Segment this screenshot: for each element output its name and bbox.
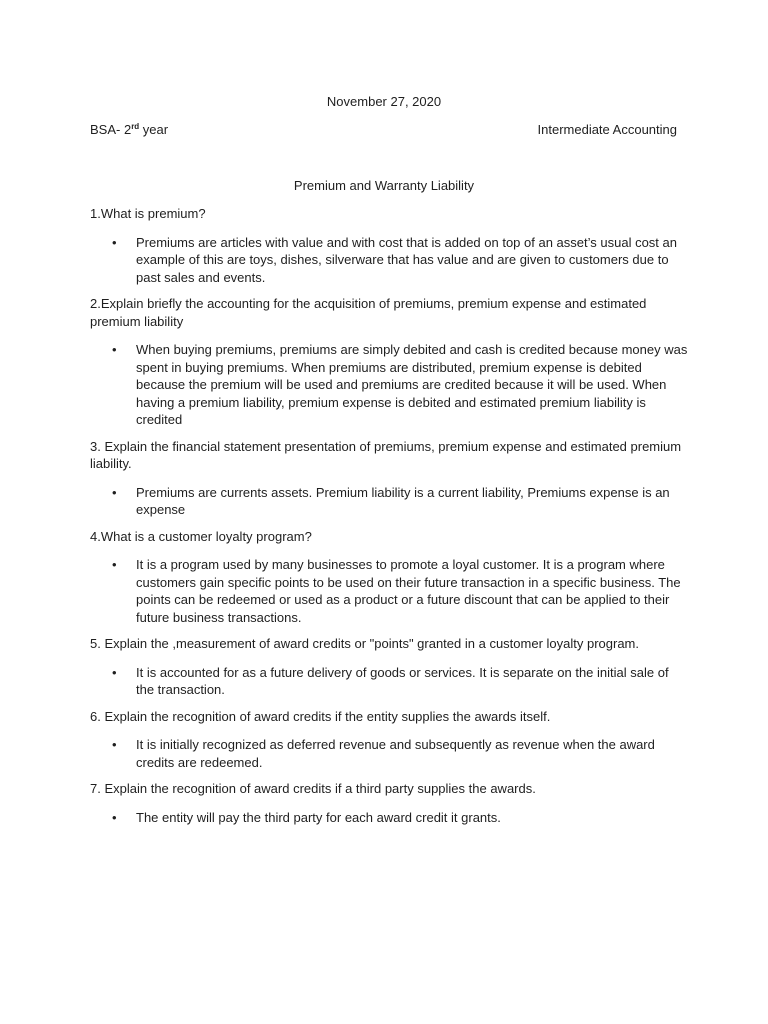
bullet-icon: • — [112, 557, 117, 572]
answer-text: It is a program used by many businesses to promote a loyal customer. It is a program where customers gain specific points to be used on their future transaction in a specific business. The points can be redeemed or used as a product or a future discount that can be applied to their future business transactions. — [136, 557, 681, 625]
answer-1 — [90, 234, 690, 287]
answer-text: When buying premiums, premiums are simply debited and cash is credited because money was spent in buying premiums. When premiums are distributed, premium expense is debited because the premium will be used and premiums are credited because it will be used. When having a premium liability, premium expense is debited and estimated premium liability is credited — [136, 342, 688, 427]
answer-text: The entity will pay the third party for each award credit it grants. — [136, 809, 501, 825]
course-superscript: rd — [131, 122, 140, 131]
answer-7 — [90, 809, 690, 827]
bullet-icon: • — [112, 234, 117, 250]
bullet-icon: • — [112, 342, 117, 357]
course-suffix: year — [139, 122, 169, 137]
answer-4 — [90, 556, 690, 626]
question-1: 1.What is premium? — [90, 206, 206, 221]
answer-3 — [90, 484, 690, 519]
answer-list-1 — [90, 234, 690, 287]
question-7: 7. Explain the recognition of award credits if a third party supplies the awards. — [90, 781, 536, 796]
answer-list-6 — [90, 736, 690, 771]
answer-text: Premiums are currents assets. Premium liability is a current liability, Premiums expense is an expense — [136, 484, 670, 517]
course-year — [90, 121, 168, 139]
question-5: 5. Explain the ,measurement of award credits or "points" granted in a customer loyalty program. — [90, 636, 639, 651]
answer-5 — [90, 664, 690, 699]
course-prefix: BSA- 2 — [90, 122, 132, 137]
answer-6 — [90, 736, 690, 771]
bullet-icon: • — [112, 737, 117, 752]
question-6: 6. Explain the recognition of award credits if the entity supplies the awards itself. — [90, 708, 551, 724]
answer-text: Premiums are articles with value and with cost that is added on top of an asset’s usual cost an example of this are toys, dishes, silverware that has value and are given to customers due to past sales and events. — [136, 234, 677, 285]
answer-text: It is initially recognized as deferred revenue and subsequently as revenue when the award credits are redeemed. — [136, 737, 655, 770]
answer-list-5 — [90, 664, 690, 699]
question-3: 3. Explain the financial statement presentation of premiums, premium expense and estimated premium liability. — [90, 438, 682, 471]
question-2: 2.Explain briefly the accounting for the acquisition of premiums, premium expense and estimated premium liability — [90, 296, 647, 329]
document-date: November 27, 2020 — [326, 94, 442, 109]
answer-text: It is accounted for as a future delivery of goods or services. It is separate on the initial sale of the transaction. — [136, 664, 669, 697]
document-title: Premium and Warranty Liability — [293, 178, 475, 193]
answer-2 — [90, 341, 690, 429]
answer-list-2 — [90, 341, 690, 429]
qa-section — [90, 205, 690, 826]
answer-list-4 — [90, 556, 690, 626]
subject-name: Intermediate Accounting — [537, 122, 677, 137]
bullet-icon: • — [112, 664, 117, 680]
bullet-icon: • — [112, 809, 117, 825]
answer-list-3 — [90, 484, 690, 519]
answer-list-7 — [90, 809, 690, 827]
question-4: 4.What is a customer loyalty program? — [90, 528, 312, 544]
bullet-icon: • — [112, 484, 117, 500]
